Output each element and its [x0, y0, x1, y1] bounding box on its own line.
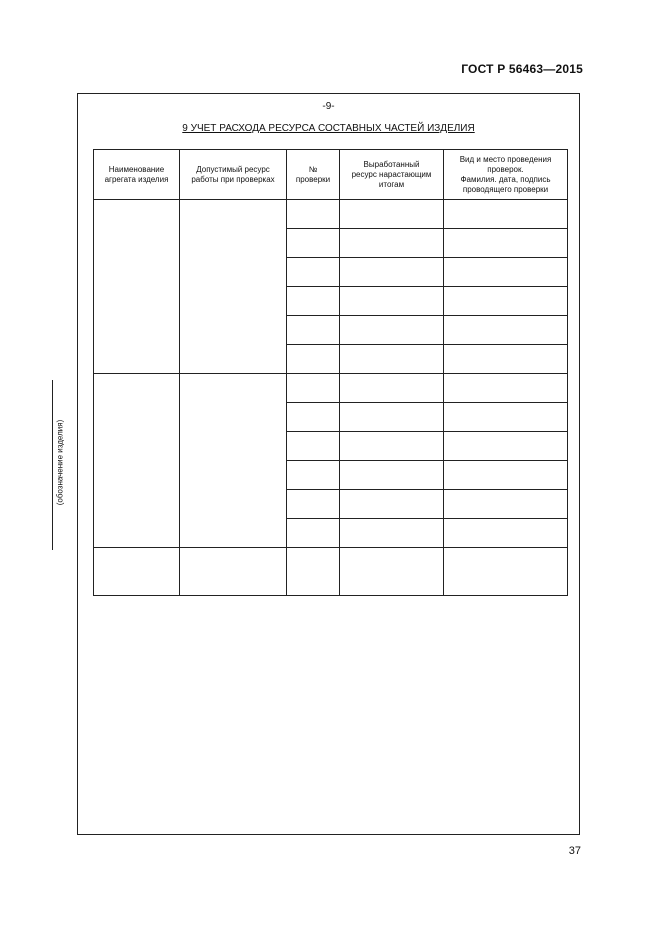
- page-number: 37: [568, 845, 581, 857]
- used-resource-cell[interactable]: [340, 229, 444, 258]
- side-divider-line: [52, 380, 53, 550]
- used-resource-cell[interactable]: [340, 374, 444, 403]
- check-number-cell[interactable]: [287, 200, 340, 229]
- table-header-row: [94, 150, 568, 200]
- table-row: [94, 200, 568, 229]
- check-signature-cell[interactable]: [444, 548, 568, 596]
- used-resource-cell[interactable]: [340, 461, 444, 490]
- used-resource-cell[interactable]: [340, 403, 444, 432]
- doc-code: ГОСТ Р 56463—2015: [461, 62, 583, 76]
- check-signature-cell[interactable]: [444, 287, 568, 316]
- used-resource-cell[interactable]: [340, 287, 444, 316]
- check-number-cell[interactable]: [287, 345, 340, 374]
- allowed-resource-cell[interactable]: [180, 200, 287, 374]
- check-signature-cell[interactable]: [444, 374, 568, 403]
- col-header-check-type-signature: Вид и место проведения проверок. Фамилия. дата, подпись проводящего проверки: [444, 150, 568, 200]
- table-row: [94, 548, 568, 596]
- check-signature-cell[interactable]: [444, 461, 568, 490]
- allowed-resource-cell[interactable]: [180, 548, 287, 596]
- used-resource-cell[interactable]: [340, 490, 444, 519]
- col-header-allowed-resource: Допустимый ресурс работы при проверках: [180, 150, 287, 200]
- check-number-cell[interactable]: [287, 432, 340, 461]
- check-signature-cell[interactable]: [444, 432, 568, 461]
- check-signature-cell[interactable]: [444, 258, 568, 287]
- unit-name-cell[interactable]: [94, 374, 180, 548]
- check-number-cell[interactable]: [287, 519, 340, 548]
- used-resource-cell[interactable]: [340, 345, 444, 374]
- check-number-cell[interactable]: [287, 287, 340, 316]
- check-number-cell[interactable]: [287, 316, 340, 345]
- check-signature-cell[interactable]: [444, 316, 568, 345]
- unit-name-cell[interactable]: [94, 200, 180, 374]
- used-resource-cell[interactable]: [340, 432, 444, 461]
- used-resource-cell[interactable]: [340, 258, 444, 287]
- check-number-cell[interactable]: [287, 490, 340, 519]
- used-resource-cell[interactable]: [340, 316, 444, 345]
- used-resource-cell[interactable]: [340, 200, 444, 229]
- resource-log-table: [93, 149, 568, 596]
- check-signature-cell[interactable]: [444, 229, 568, 258]
- check-signature-cell[interactable]: [444, 490, 568, 519]
- check-number-cell[interactable]: [287, 403, 340, 432]
- check-signature-cell[interactable]: [444, 345, 568, 374]
- check-signature-cell[interactable]: [444, 200, 568, 229]
- section-title: 9 УЧЕТ РАСХОДА РЕСУРСА СОСТАВНЫХ ЧАСТЕЙ ИЗДЕЛИЯ: [182, 123, 475, 134]
- table-row: [94, 374, 568, 403]
- allowed-resource-cell[interactable]: [180, 374, 287, 548]
- form-frame: [77, 93, 580, 835]
- check-number-cell[interactable]: [287, 374, 340, 403]
- check-number-cell[interactable]: [287, 461, 340, 490]
- check-signature-cell[interactable]: [444, 403, 568, 432]
- col-header-used-resource: Выработанный ресурс нарастающим итогам: [340, 150, 444, 200]
- col-header-check-number: № проверки: [287, 150, 340, 200]
- check-number-cell[interactable]: [287, 258, 340, 287]
- check-signature-cell[interactable]: [444, 519, 568, 548]
- unit-name-cell[interactable]: [94, 548, 180, 596]
- inner-page-number: -9-: [322, 101, 335, 112]
- used-resource-cell[interactable]: [340, 519, 444, 548]
- side-designation-label: (обозначение изделия): [55, 419, 65, 506]
- check-number-cell[interactable]: [287, 229, 340, 258]
- used-resource-cell[interactable]: [340, 548, 444, 596]
- check-number-cell[interactable]: [287, 548, 340, 596]
- col-header-unit-name: Наименование агрегата изделия: [94, 150, 180, 200]
